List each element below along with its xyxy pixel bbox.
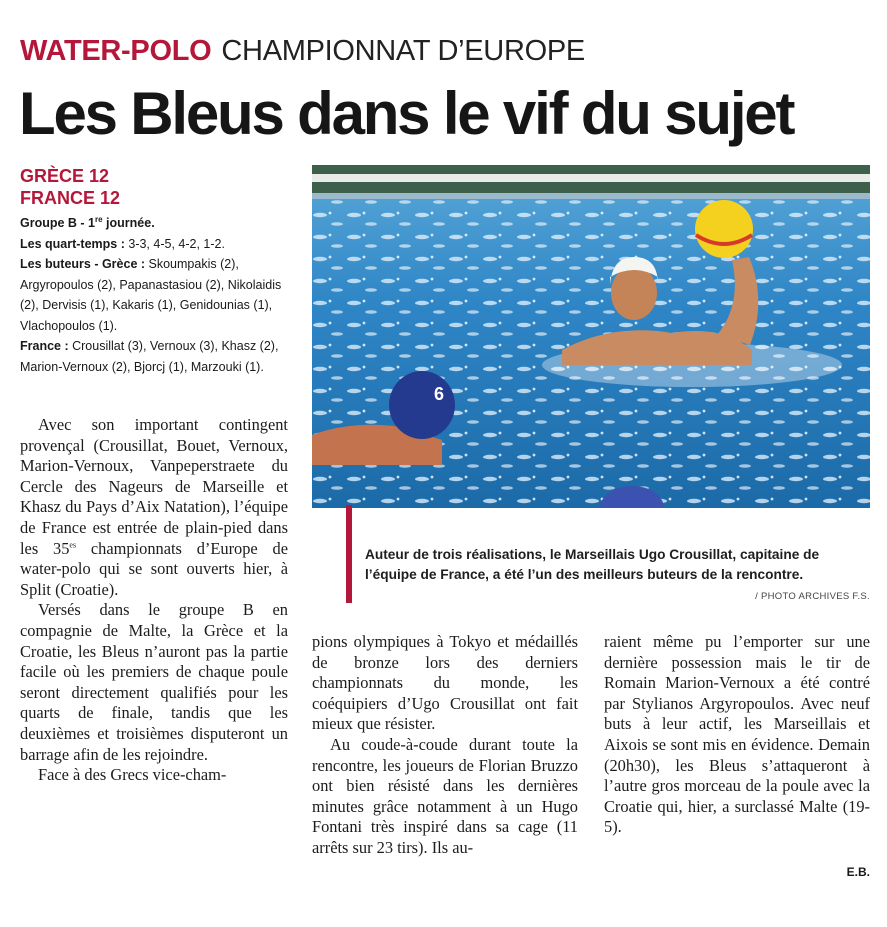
score-box bbox=[20, 165, 120, 209]
scorers-greece-label: Les buteurs - Grèce : bbox=[20, 257, 146, 271]
match-stats bbox=[20, 213, 295, 377]
caption-accent-bar bbox=[346, 505, 352, 603]
group-prefix: Groupe B - 1 bbox=[20, 216, 96, 230]
score-france: FRANCE 12 bbox=[20, 188, 121, 208]
p1-sup: es bbox=[69, 540, 77, 550]
article-column-3 bbox=[604, 632, 870, 838]
paragraph-3-cont: pions olympiques à Tokyo et médaillés de bronze lors des derniers championnats du monde, les coéquipiers d’Ugo Crousillat ont fait mieux que résister. bbox=[312, 632, 578, 734]
article-column-2 bbox=[312, 632, 578, 859]
water-polo-illustration bbox=[312, 165, 870, 508]
group-sup: re bbox=[95, 214, 103, 224]
paragraph-1 bbox=[20, 415, 288, 600]
quarters-line bbox=[20, 234, 295, 255]
pool-edge bbox=[312, 174, 870, 182]
sport-tag: WATER-POLO bbox=[20, 35, 212, 67]
paragraph-4-cont: raient même pu l’emporter sur une dernière possession mais le tir de Romain Marion-Vernoux a été contré par Stylianos Argyropoulos. Avec neuf buts à leur actif, les Marseillais et Aixois se sont mis en évidence. Demain (20h30), les Bleus s’attaqueront à l’autre gros morceau de la poule avec la Croatie qui, hier, a surclassé Malte (19-5). bbox=[604, 632, 870, 837]
scorers-greece-value: Skoumpakis (2), Argyropoulos (2), Papanastasiou (2), Nikolaidis (2), Dervisis (1), Kakaris (1), Genidounias (1), Vlachopoulos (1). bbox=[20, 257, 282, 333]
match-photo bbox=[312, 165, 870, 508]
scorers-france-value: Crousillat (3), Vernoux (3), Khasz (2), Marion-Vernoux (2), Bjorcj (1), Marzouki (1). bbox=[20, 339, 279, 374]
photo-caption: Auteur de trois réalisations, le Marseillais Ugo Crousillat, capitaine de l’équipe de France, a été l’un des meilleurs buteurs de la rencontre. bbox=[365, 547, 820, 582]
scorers-france bbox=[20, 336, 295, 377]
article-column-1 bbox=[20, 415, 288, 786]
paragraph-2: Versés dans le groupe B en compagnie de Malte, la Grèce et la Croatie, les Bleus n’auront pas la partie facile où les premiers de chaque poule seront directement qualifiés pour les quarts de finale, tandis que les deuxièmes et troisièmes disputeront un barrage afin de les rejoindre. bbox=[20, 600, 288, 764]
foreground-cap bbox=[389, 371, 455, 439]
p1-before: Avec son important contingent provençal (Crousillat, Bouet, Vernoux, Marion-Vernoux, Vanpeperstraete du Cercle des Nageurs de Marseille et Khasz du Pays d’Aix Natation), l’équipe de France est entrée de plain-pied dans les 35 bbox=[20, 415, 288, 558]
section-kicker bbox=[20, 34, 585, 68]
quarters-label: Les quart-temps : bbox=[20, 236, 125, 251]
player-head bbox=[611, 266, 657, 320]
headline: Les Bleus dans le vif du sujet bbox=[19, 80, 794, 147]
group-suffix: journée. bbox=[102, 216, 155, 230]
scorers-france-label: France : bbox=[20, 339, 69, 353]
pool-line bbox=[312, 193, 870, 199]
ball bbox=[695, 200, 753, 258]
photo-credit: / PHOTO ARCHIVES F.S. bbox=[755, 591, 870, 602]
quarters-value: 3-3, 4-5, 4-2, 1-2. bbox=[124, 236, 225, 251]
paragraph-3-start: Face à des Grecs vice-cham- bbox=[38, 765, 227, 785]
cap-number: 6 bbox=[434, 384, 445, 404]
paragraph-4-start: Au coude-à-coude durant toute la rencontre, les joueurs de Florian Bruzzo ont bien résisté dans les dernières minutes grâce notamment à un Hugo Fontani très inspiré dans sa cage (11 arrêts sur 23 tirs). Ils au- bbox=[312, 734, 578, 857]
p1-after: championnats d’Europe de water-polo qui se sont ouverts hier, à Split (Croatie). bbox=[20, 538, 288, 599]
group-line bbox=[20, 213, 295, 234]
author-signature: E.B. bbox=[846, 865, 870, 879]
scorers-greece bbox=[20, 254, 295, 336]
competition-label: CHAMPIONNAT D’EUROPE bbox=[221, 35, 585, 67]
score-greece: GRÈCE 12 bbox=[20, 166, 110, 186]
